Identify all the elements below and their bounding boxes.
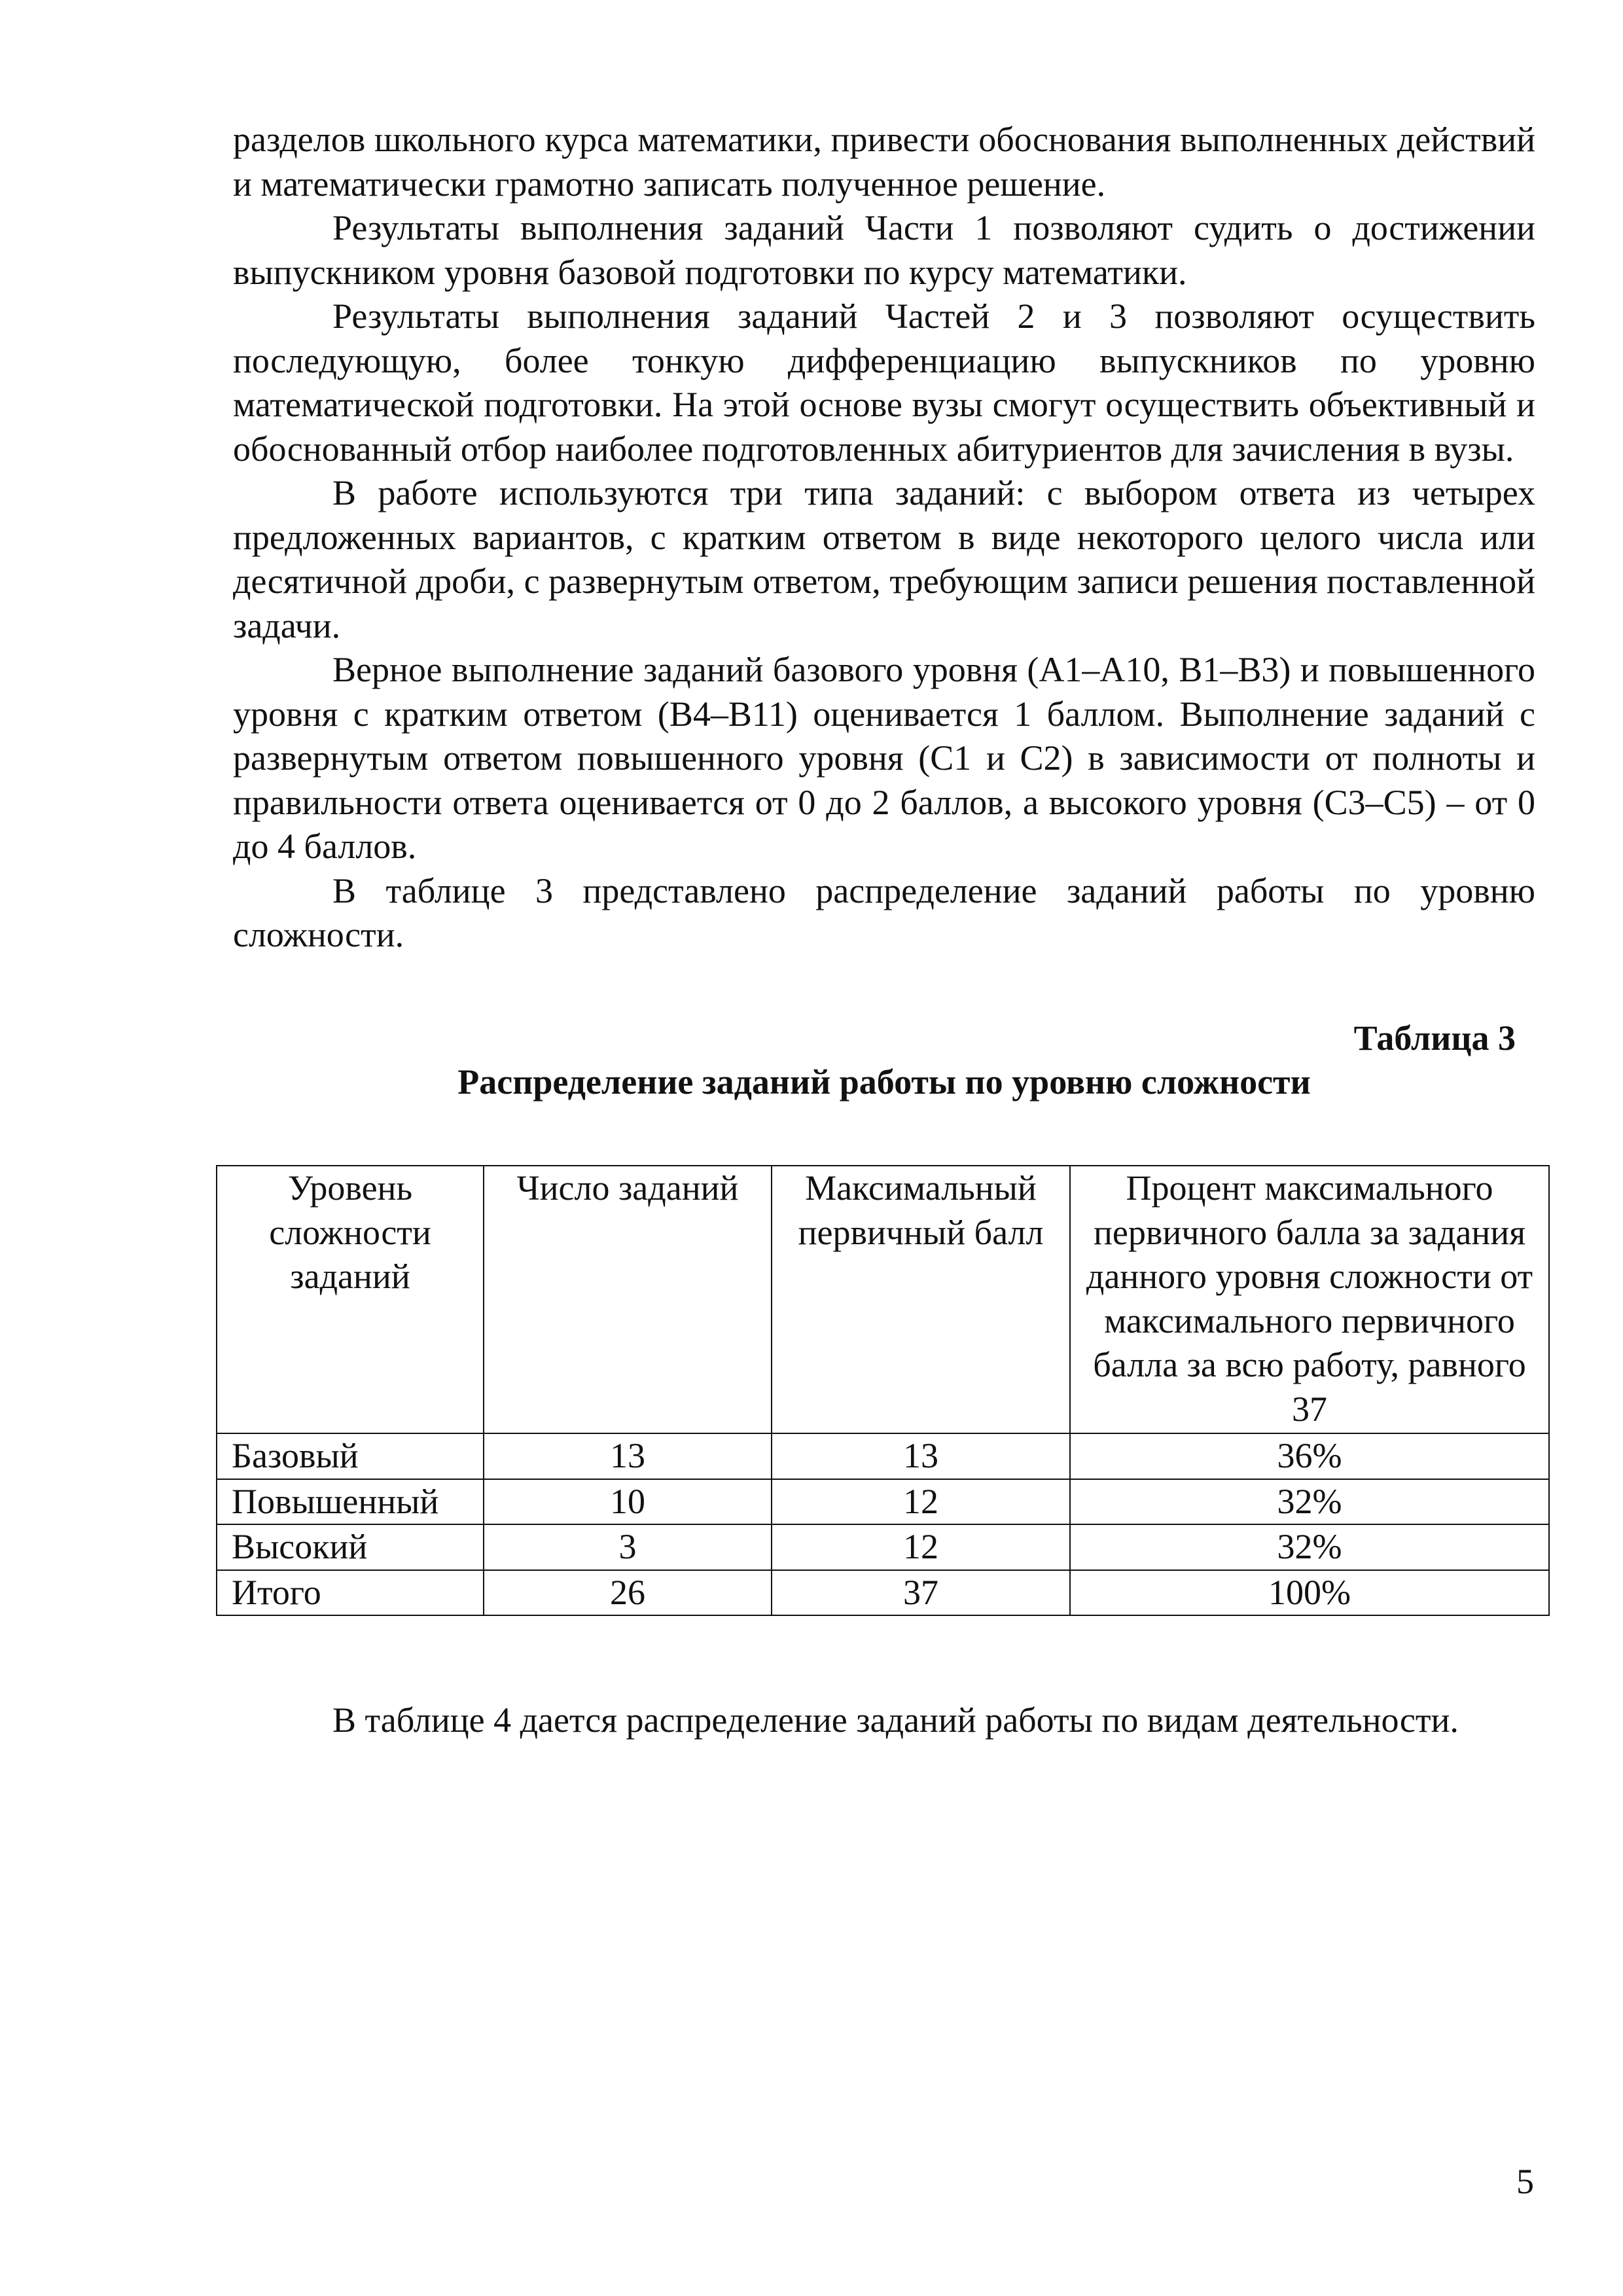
page-body	[233, 118, 1535, 1105]
page-number: 5	[1516, 2162, 1534, 2201]
cell-percent: 32%	[1070, 1524, 1549, 1570]
cell-level: Базовый	[217, 1433, 484, 1479]
difficulty-distribution-table	[216, 1165, 1550, 1616]
table-caption: Таблица 3	[1353, 1018, 1516, 1058]
table-title: Распределение заданий работы по уровню сложности	[457, 1062, 1311, 1102]
cell-max-score: 13	[772, 1433, 1070, 1479]
paragraph-3: Результаты выполнения заданий Частей 2 и 3 позволяют осуществить последующую, более тонкую дифференциацию выпускников по уровню математической подготовки. На этой основе вузы смогут осуществить объективный и обоснованный отбор наиболее подготовленных абитуриентов для зачисления в вузы.	[233, 296, 1535, 469]
paragraph-5: Верное выполнение заданий базового уровня (А1–А10, В1–В3) и повышенного уровня с кратким ответом (В4–В11) оценивается 1 баллом. Выполнение заданий с развернутым ответом повышенного уровня (С1 и С2) в зависимости от полноты и правильности ответа оценивается от 0 до 2 баллов, а высокого уровня (С3–С5) – от 0 до 4 баллов.	[233, 650, 1535, 866]
cell-max-score: 12	[772, 1524, 1070, 1570]
cell-percent: 36%	[1070, 1433, 1549, 1479]
table-row	[217, 1570, 1549, 1616]
header-task-count: Число заданий	[484, 1166, 772, 1433]
header-level: Уровень сложности заданий	[217, 1166, 484, 1433]
cell-level: Итого	[217, 1570, 484, 1616]
paragraph-4: В работе используются три типа заданий: с выбором ответа из четырех предложенных вариантов, с кратким ответом в виде некоторого целого числа или десятичной дроби, с развернутым ответом, требующим записи решения поставленной задачи.	[233, 473, 1535, 645]
paragraph-2: Результаты выполнения заданий Части 1 позволяют судить о достижении выпускником уровня базовой подготовки по курсу математики.	[233, 208, 1535, 292]
header-max-score: Максимальный первичный балл	[772, 1166, 1070, 1433]
cell-percent: 100%	[1070, 1570, 1549, 1616]
cell-level: Высокий	[217, 1524, 484, 1570]
closing-paragraph-block	[233, 1698, 1535, 1743]
cell-task-count: 13	[484, 1433, 772, 1479]
cell-max-score: 12	[772, 1479, 1070, 1525]
cell-task-count: 3	[484, 1524, 772, 1570]
paragraph-1: разделов школьного курса математики, привести обоснования выполненных действий и математически грамотно записать полученное решение.	[233, 120, 1535, 204]
table-header-row	[217, 1166, 1549, 1433]
table-row	[217, 1433, 1549, 1479]
table-row	[217, 1479, 1549, 1525]
header-percent: Процент максимального первичного балла за задания данного уровня сложности от максимального первичного балла за всю работу, равного 37	[1070, 1166, 1549, 1433]
cell-percent: 32%	[1070, 1479, 1549, 1525]
cell-level: Повышенный	[217, 1479, 484, 1525]
cell-task-count: 10	[484, 1479, 772, 1525]
table-row	[217, 1524, 1549, 1570]
paragraph-7: В таблице 4 дается распределение заданий работы по видам деятельности.	[332, 1700, 1459, 1740]
cell-max-score: 37	[772, 1570, 1070, 1616]
paragraph-6: В таблице 3 представлено распределение заданий работы по уровню сложности.	[233, 870, 1535, 954]
cell-task-count: 26	[484, 1570, 772, 1616]
